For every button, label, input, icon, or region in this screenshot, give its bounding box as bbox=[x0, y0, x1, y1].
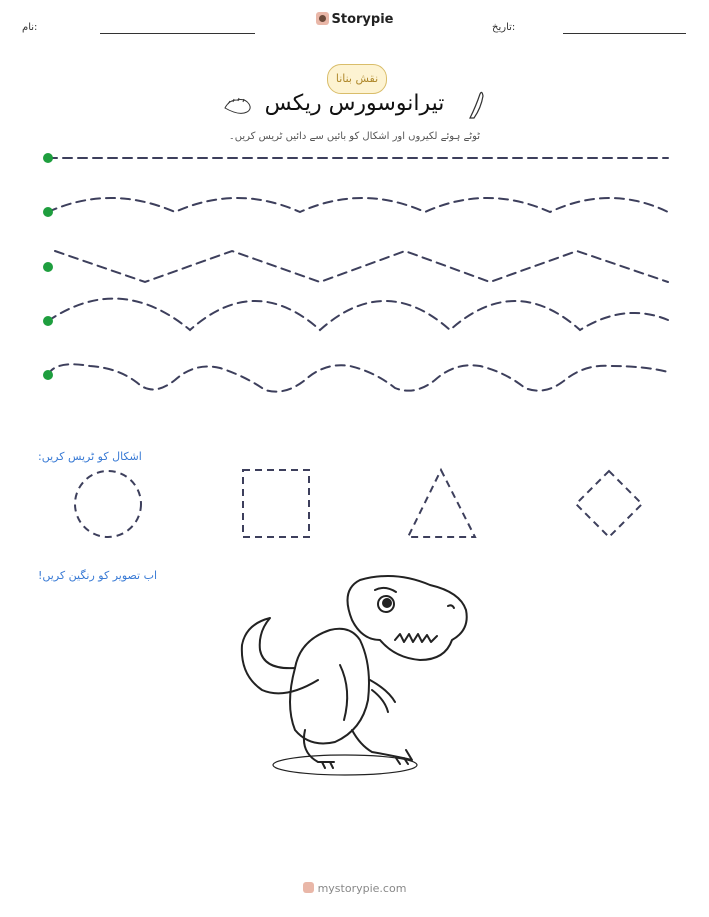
start-dot bbox=[43, 370, 53, 380]
date-label: تاریخ: bbox=[492, 22, 516, 33]
trace-line-bumps bbox=[48, 364, 668, 391]
trace-lines[interactable] bbox=[48, 158, 668, 392]
trex-belly bbox=[340, 665, 347, 720]
footer-url: mystorypie.com bbox=[317, 882, 407, 895]
start-dots bbox=[43, 153, 53, 380]
coloring-section-label: اب تصویر کو رنگین کریں! bbox=[38, 569, 158, 582]
trace-shapes[interactable] bbox=[75, 470, 642, 537]
brand-name: Storypie bbox=[331, 12, 394, 27]
trex-pupil bbox=[383, 599, 391, 607]
name-label: نام: bbox=[22, 22, 38, 33]
trex-teeth bbox=[395, 634, 437, 642]
trex-tail bbox=[242, 618, 318, 693]
shapes-section-label: اشکال کو ٹریس کریں: bbox=[38, 450, 142, 463]
trex-leg-back bbox=[304, 730, 334, 768]
trex-leg-front bbox=[352, 730, 412, 764]
footer[interactable] bbox=[0, 882, 709, 895]
trace-square bbox=[243, 470, 309, 537]
tooth-icon bbox=[470, 92, 483, 118]
trace-triangle bbox=[408, 470, 475, 537]
trace-line-zigzag bbox=[55, 251, 668, 282]
trex-brow bbox=[375, 588, 396, 592]
t-rex-coloring-illustration[interactable] bbox=[242, 576, 467, 775]
trex-body bbox=[290, 629, 369, 744]
start-dot bbox=[43, 153, 53, 163]
trex-arm bbox=[370, 680, 395, 712]
start-dot bbox=[43, 207, 53, 217]
start-dot bbox=[43, 316, 53, 326]
start-dot bbox=[43, 262, 53, 272]
page-title: تیرانوسورس ریکس bbox=[264, 91, 445, 116]
trace-circle bbox=[75, 471, 141, 537]
trex-head bbox=[348, 576, 467, 660]
instructions: ٹوٹے ہوئے لکیروں اور اشکال کو بائیں سے دائیں ٹریس کریں۔ bbox=[228, 131, 481, 142]
dinosaur-icon bbox=[225, 98, 250, 113]
trace-line-wave bbox=[48, 198, 668, 212]
storypie-logo-icon bbox=[303, 882, 314, 893]
badge: نقش بنانا bbox=[327, 64, 387, 94]
trex-nostril bbox=[448, 605, 454, 608]
trace-diamond bbox=[576, 471, 642, 537]
trace-line-wave-large bbox=[48, 299, 668, 330]
